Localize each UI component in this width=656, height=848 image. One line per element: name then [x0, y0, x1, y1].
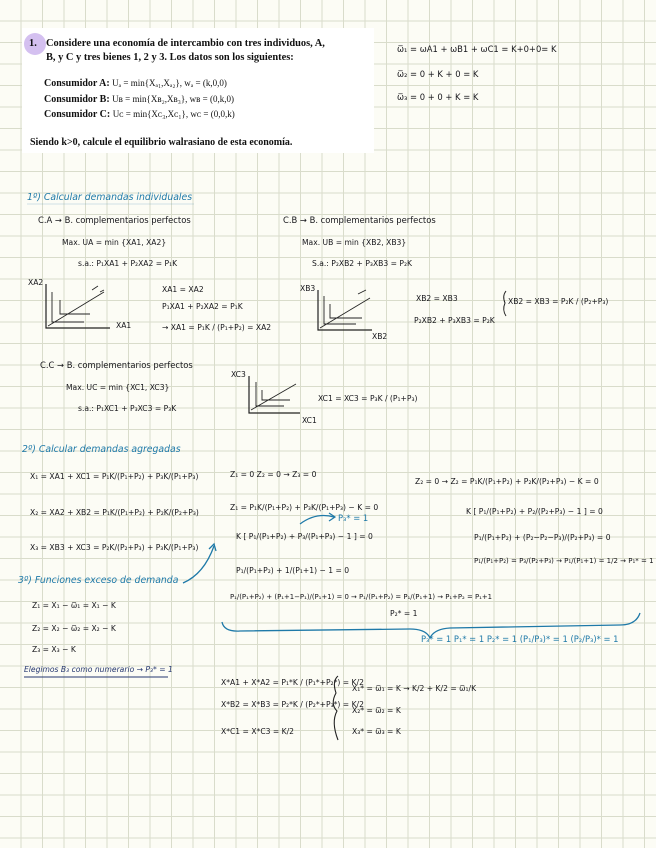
consumer-c-head: C.C → B. complementarios perfectos — [40, 360, 193, 370]
equilibrium-b: X*B2 = X*B3 = P₂*K / (P₂*+P₃*) = K/2 — [221, 700, 364, 709]
middle-p2: P₂* = 1 — [390, 609, 418, 618]
middle-sum: P₁/(P₁+P₂) + (P₁+1−P₁)/(P₁+1) = 0 → P₁/(P₁+P₂) = P₁/(P₁+1) → P₁+P₂ = P₁+1 — [230, 593, 493, 601]
problem-question: Siendo k>0, calcule el equilibrio walrasiano de esta economía. — [30, 137, 293, 148]
brace-equilibrium — [333, 676, 338, 740]
consumer-b: Consumidor B: Uʙ = min{Xʙ₂,Xʙ₃}, wʙ = (0,k,0) — [44, 94, 234, 105]
middle-factor: K [ P₁/(P₁+P₂) + P₃/(P₁+P₃) − 1 ] = 0 — [236, 532, 373, 541]
middle-top: Z₁ = 0 Z₂ = 0 → Z₃ = 0 — [230, 470, 317, 479]
arrow-to-p3 — [300, 516, 334, 524]
consumer-c-constraint: s.a.: P₁XC1 + P₃XC3 = P₃K — [78, 404, 177, 413]
equilibrium-a: X*A1 + X*A2 = P₁*K / (P₁*+P₂*) = K/2 — [221, 678, 364, 687]
aggregate-x3: X₃ = XB3 + XC3 = P₂K/(P₂+P₃) + P₃K/(P₁+P₃) — [30, 543, 199, 552]
problem-number: 1. — [29, 38, 37, 49]
arrow-to-section-3 — [183, 546, 214, 583]
graph-b-ylabel: XB3 — [300, 284, 316, 293]
endowment-2: ω̅₂ = 0 + K + 0 = K — [397, 69, 479, 79]
right-line-3: P₁/(P₁+P₂) + (P₂−P₂−P₃)/(P₂+P₃) = 0 — [474, 533, 611, 542]
market-clearing-3: X₃* = ω̅₃ = K — [352, 727, 401, 736]
aggregate-x1: X₁ = XA1 + XC1 = P₁K/(P₁+P₂) + P₃K/(P₁+P₃) — [30, 472, 199, 481]
consumer-a-eq3: → XA1 = P₁K / (P₁+P₂) = XA2 — [162, 323, 272, 332]
graph-a-xlabel: XA1 — [116, 321, 132, 330]
solution-brace — [222, 613, 640, 638]
section-3-title: 3º) Funciones exceso de demanda — [18, 575, 179, 586]
consumer-b-head: C.B → B. complementarios perfectos — [283, 215, 436, 225]
aggregate-x2: X₂ = XA2 + XB2 = P₁K/(P₁+P₂) + P₂K/(P₂+P₃) — [30, 508, 199, 517]
graph-c-axes — [249, 376, 300, 413]
right-line-4: P₁/(P₁+P₂) = P₃/(P₂+P₃) → P₁/(P₁+1) = 1/2 → P₁* = 1 — [474, 557, 654, 565]
graph-b-xlabel: XB2 — [372, 332, 388, 341]
endowment-1: ω̅₁ = ωA1 + ωB1 + ωC1 = K+0+0= K — [397, 44, 557, 54]
middle-p3: P₃* = 1 — [338, 513, 369, 523]
problem-line-1: Considere una economía de intercambio con tres individuos, A, — [46, 38, 325, 49]
graph-c-xlabel: XC1 — [302, 416, 317, 425]
consumer-a-constraint: s.a.: P₁XA1 + P₂XA2 = P₁K — [78, 259, 178, 268]
consumer-c-max: Max. UC = min {XC1, XC3} — [66, 383, 170, 392]
problem-line-2: B, y C y tres bienes 1, 2 y 3. Los datos son los siguientes: — [46, 52, 294, 63]
endowment-3: ω̅₃ = 0 + 0 + K = K — [397, 92, 479, 102]
section-1-title: 1º) Calcular demandas individuales — [27, 192, 193, 203]
excess-z1: Z₁ = X₁ − ω̅₁ = X₁ − K — [32, 601, 116, 610]
graph-c-ylabel: XC3 — [231, 370, 246, 379]
market-clearing-2: X₂* = ω̅₂ = K — [352, 706, 401, 715]
graph-a-ylabel: XA2 — [28, 278, 44, 287]
consumer-c: Consumidor C: Uᴄ = min{Xᴄ₃,Xᴄ₁}, wᴄ = (0,0,k) — [44, 109, 235, 120]
consumer-b-max: Max. UB = min {XB2, XB3} — [302, 238, 407, 247]
consumer-a-eq1: XA1 = XA2 — [162, 285, 204, 294]
graph-a-axes — [46, 284, 110, 328]
numeraire-choice: Elegimos B₃ como numerario → P₃* = 1 — [24, 665, 173, 674]
consumer-b-eq2: P₂XB2 + P₃XB3 = P₂K — [414, 316, 495, 325]
section-2-title: 2º) Calcular demandas agregadas — [22, 444, 181, 455]
consumer-b-eq3: XB2 = XB3 = P₂K / (P₂+P₃) — [508, 297, 609, 306]
consumer-a-eq2: P₁XA1 + P₂XA2 = P₁K — [162, 302, 243, 311]
equilibrium-c: X*C1 = X*C3 = K/2 — [221, 727, 295, 736]
right-factor: K [ P₁/(P₁+P₂) + P₂/(P₂+P₃) − 1 ] = 0 — [466, 507, 603, 516]
consumer-b-eq1: XB2 = XB3 — [416, 294, 458, 303]
equilibrium-prices: P₃* = 1 P₁* = 1 P₂* = 1 (P₁/P₃)* = 1 (P₂/P₃)* = 1 — [421, 634, 619, 644]
consumer-a-max: Max. UA = min {XA1, XA2} — [62, 238, 167, 247]
middle-sub: P₁/(P₁+P₂) + 1/(P₁+1) − 1 = 0 — [236, 566, 350, 575]
excess-z2: Z₂ = X₂ − ω̅₂ = X₂ − K — [32, 624, 116, 633]
consumer-c-eq1: XC1 = XC3 = P₃K / (P₁+P₃) — [318, 394, 418, 403]
consumer-b-constraint: S.a.: P₂XB2 + P₃XB3 = P₂K — [312, 259, 412, 268]
excess-z3: Z₃ = X₃ − K — [32, 645, 76, 654]
brace-b — [504, 291, 506, 316]
graph-b-axes — [318, 290, 372, 330]
middle-z1: Z₁ = P₁K/(P₁+P₂) + P₃K/(P₁+P₃) − K = 0 — [230, 503, 379, 512]
consumer-a-head: C.A → B. complementarios perfectos — [38, 215, 191, 225]
consumer-a: Consumidor A: Uₐ = min{Xₐ₁,Xₐ₂}, wₐ = (k,0,0) — [44, 78, 227, 89]
right-top: Z₂ = 0 → Z₂ = P₁K/(P₁+P₂) + P₂K/(P₂+P₃) − K = 0 — [415, 477, 599, 486]
market-clearing-1: X₁* = ω̅₁ = K → K/2 + K/2 = ω̅₁/K — [352, 684, 477, 693]
